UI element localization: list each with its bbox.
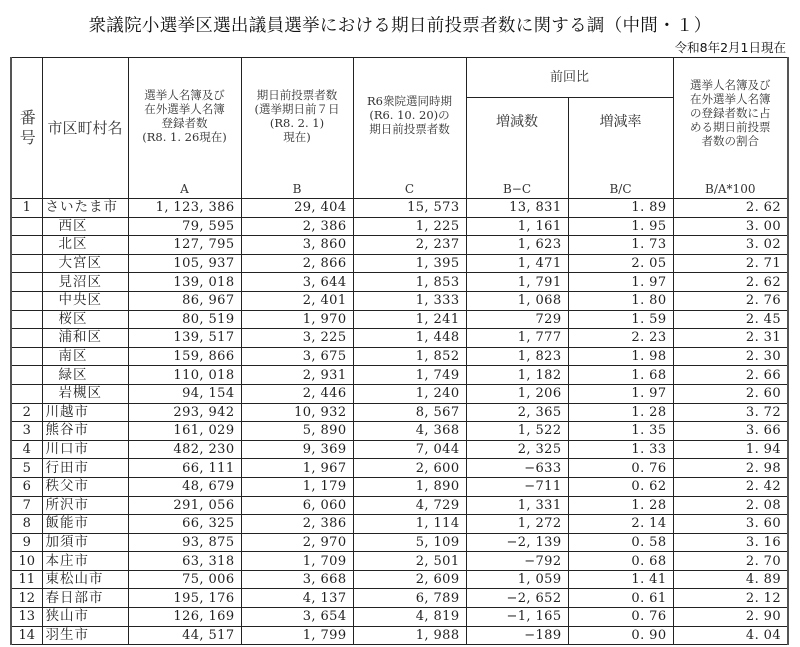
change-rate-cell: 0. 58 — [568, 533, 673, 552]
early-voting-ratio-cell: 2. 62 — [673, 273, 788, 292]
row-number-cell: 10 — [11, 552, 42, 571]
header-col-ratio-text — [674, 78, 788, 148]
row-number-cell: 2 — [11, 403, 42, 422]
change-rate-cell: 1. 95 — [568, 217, 673, 236]
change-count-cell: 13, 831 — [466, 199, 568, 218]
table-row — [11, 236, 788, 255]
change-rate-cell: 1. 28 — [568, 403, 673, 422]
change-rate-cell: 0. 61 — [568, 589, 673, 608]
registered-voters-cell: 66, 325 — [128, 515, 241, 534]
row-number-cell: 1 — [11, 199, 42, 218]
row-number-cell — [11, 384, 42, 403]
early-voting-ratio-cell: 2. 12 — [673, 589, 788, 608]
table-row — [11, 254, 788, 273]
registered-voters-cell: 66, 111 — [128, 459, 241, 478]
change-count-cell: −711 — [466, 477, 568, 496]
row-number-cell: 14 — [11, 626, 42, 645]
header-municipality: 市区町村名 — [42, 58, 128, 199]
change-count-cell: 1, 331 — [466, 496, 568, 515]
change-rate-cell: 0. 68 — [568, 552, 673, 571]
municipality-name-cell: 西区 — [42, 217, 128, 236]
header-line: (R8. 2. 1) — [269, 116, 325, 130]
change-count-cell: 1, 623 — [466, 236, 568, 255]
registered-voters-cell: 159, 866 — [128, 347, 241, 366]
change-count-cell: 1, 068 — [466, 291, 568, 310]
table-row — [11, 199, 788, 218]
previous-early-voters-cell: 1, 853 — [353, 273, 466, 292]
municipality-name-cell: 浦和区 — [42, 329, 128, 348]
previous-early-voters-cell: 1, 448 — [353, 329, 466, 348]
change-count-cell: −2, 139 — [466, 533, 568, 552]
municipality-name-cell: 南区 — [42, 347, 128, 366]
change-rate-cell: 1. 97 — [568, 384, 673, 403]
previous-early-voters-cell: 2, 609 — [353, 570, 466, 589]
early-voters-cell: 2, 931 — [241, 366, 353, 385]
registered-voters-cell: 293, 942 — [128, 403, 241, 422]
municipality-name-cell: 秩父市 — [42, 477, 128, 496]
municipality-name-cell: 中央区 — [42, 291, 128, 310]
header-line: 期日前投票者数 — [256, 88, 338, 102]
registered-voters-cell: 44, 517 — [128, 626, 241, 645]
header-col-b — [241, 58, 353, 199]
row-number-cell: 7 — [11, 496, 42, 515]
change-rate-cell: 1. 28 — [568, 496, 673, 515]
municipality-name-cell: 大宮区 — [42, 254, 128, 273]
header-number — [11, 58, 42, 199]
early-voters-cell: 3, 860 — [241, 236, 353, 255]
change-rate-cell: 0. 62 — [568, 477, 673, 496]
table-row — [11, 459, 788, 478]
early-voters-cell: 6, 060 — [241, 496, 353, 515]
header-col-a-text — [129, 88, 241, 144]
early-voting-ratio-cell: 3. 16 — [673, 533, 788, 552]
early-voters-cell: 9, 369 — [241, 440, 353, 459]
row-number-cell: 5 — [11, 459, 42, 478]
header-group-previous-comparison: 前回比 — [466, 58, 673, 98]
header-number-label: 番号 — [19, 108, 36, 147]
previous-early-voters-cell: 1, 240 — [353, 384, 466, 403]
header-col-ratio-letter: B/A*100 — [705, 182, 756, 196]
previous-early-voters-cell: 1, 333 — [353, 291, 466, 310]
early-voting-ratio-cell: 2. 98 — [673, 459, 788, 478]
row-number-cell — [11, 366, 42, 385]
early-voting-ratio-cell: 3. 66 — [673, 422, 788, 441]
table-row — [11, 384, 788, 403]
header-line: (R6. 10. 20)の — [369, 108, 450, 122]
early-voters-cell: 1, 799 — [241, 626, 353, 645]
previous-early-voters-cell: 6, 789 — [353, 589, 466, 608]
table-row — [11, 533, 788, 552]
municipality-name-cell: 所沢市 — [42, 496, 128, 515]
early-voting-ratio-cell: 2. 62 — [673, 199, 788, 218]
registered-voters-cell: 291, 056 — [128, 496, 241, 515]
row-number-cell: 11 — [11, 570, 42, 589]
table-row — [11, 515, 788, 534]
change-count-cell: 1, 206 — [466, 384, 568, 403]
change-count-cell: −189 — [466, 626, 568, 645]
change-rate-cell: 1. 35 — [568, 422, 673, 441]
early-voting-ratio-cell: 2. 60 — [673, 384, 788, 403]
change-count-cell: 1, 272 — [466, 515, 568, 534]
registered-voters-cell: 80, 519 — [128, 310, 241, 329]
registered-voters-cell: 48, 679 — [128, 477, 241, 496]
previous-early-voters-cell: 5, 109 — [353, 533, 466, 552]
header-col-diff-letter: B−C — [502, 182, 532, 196]
change-rate-cell: 1. 73 — [568, 236, 673, 255]
table-row — [11, 329, 788, 348]
municipality-name-cell: さいたま市 — [42, 199, 128, 218]
municipality-name-cell: 狭山市 — [42, 608, 128, 627]
header-col-diff-text: 増減数 — [496, 114, 538, 130]
early-voters-cell: 5, 890 — [241, 422, 353, 441]
change-count-cell: −1, 165 — [466, 608, 568, 627]
early-voting-ratio-cell: 2. 08 — [673, 496, 788, 515]
header-col-rate-text: 増減率 — [599, 114, 642, 130]
row-number-cell — [11, 347, 42, 366]
municipality-name-cell: 飯能市 — [42, 515, 128, 534]
municipality-name-cell: 岩槻区 — [42, 384, 128, 403]
change-count-cell: 2, 365 — [466, 403, 568, 422]
change-count-cell: −633 — [466, 459, 568, 478]
change-rate-cell: 2. 05 — [568, 254, 673, 273]
early-voters-cell: 1, 970 — [241, 310, 353, 329]
registered-voters-cell: 482, 230 — [128, 440, 241, 459]
previous-early-voters-cell: 7, 044 — [353, 440, 466, 459]
early-voting-ratio-cell: 4. 04 — [673, 626, 788, 645]
table-row — [11, 310, 788, 329]
previous-early-voters-cell: 1, 852 — [353, 347, 466, 366]
municipality-name-cell: 緑区 — [42, 366, 128, 385]
registered-voters-cell: 195, 176 — [128, 589, 241, 608]
change-rate-cell: 1. 80 — [568, 291, 673, 310]
municipality-name-cell: 熊谷市 — [42, 422, 128, 441]
header-line: 在外選挙人名簿 — [144, 102, 225, 116]
registered-voters-cell: 139, 517 — [128, 329, 241, 348]
row-number-cell — [11, 273, 42, 292]
table-row — [11, 496, 788, 515]
previous-early-voters-cell: 2, 237 — [353, 236, 466, 255]
row-number-cell: 6 — [11, 477, 42, 496]
municipality-name-cell: 本庄市 — [42, 552, 128, 571]
row-number-cell — [11, 254, 42, 273]
previous-early-voters-cell: 2, 501 — [353, 552, 466, 571]
document-title: 衆議院小選挙区選出議員選挙における期日前投票者数に関する調（中間・１） — [88, 16, 712, 36]
early-voters-cell: 2, 970 — [241, 533, 353, 552]
row-number-cell — [11, 236, 42, 255]
change-count-cell: 1, 471 — [466, 254, 568, 273]
municipality-name-cell: 羽生市 — [42, 626, 128, 645]
row-number-cell: 4 — [11, 440, 42, 459]
early-voters-cell: 10, 932 — [241, 403, 353, 422]
early-voting-ratio-cell: 2. 90 — [673, 608, 788, 627]
registered-voters-cell: 63, 318 — [128, 552, 241, 571]
early-voting-ratio-cell: 2. 70 — [673, 552, 788, 571]
early-voters-cell: 3, 225 — [241, 329, 353, 348]
early-voting-ratio-cell: 2. 76 — [673, 291, 788, 310]
change-rate-cell: 1. 41 — [568, 570, 673, 589]
previous-early-voters-cell: 1, 988 — [353, 626, 466, 645]
table-row — [11, 608, 788, 627]
early-voting-ratio-cell: 1. 94 — [673, 440, 788, 459]
municipality-name-cell: 見沼区 — [42, 273, 128, 292]
municipality-name-cell: 行田市 — [42, 459, 128, 478]
header-line: める期日前投票 — [690, 120, 771, 134]
change-rate-cell: 1. 98 — [568, 347, 673, 366]
municipality-name-cell: 東松山市 — [42, 570, 128, 589]
early-voters-cell: 2, 401 — [241, 291, 353, 310]
early-voting-ratio-cell: 2. 66 — [673, 366, 788, 385]
registered-voters-cell: 94, 154 — [128, 384, 241, 403]
early-voters-cell: 3, 675 — [241, 347, 353, 366]
change-rate-cell: 1. 59 — [568, 310, 673, 329]
row-number-cell: 3 — [11, 422, 42, 441]
early-voting-ratio-cell: 2. 71 — [673, 254, 788, 273]
header-col-c — [353, 58, 466, 199]
table-row — [11, 570, 788, 589]
table-row — [11, 422, 788, 441]
change-count-cell: 1, 059 — [466, 570, 568, 589]
registered-voters-cell: 139, 018 — [128, 273, 241, 292]
municipality-name-cell: 桜区 — [42, 310, 128, 329]
header-line: R6衆院選同時期 — [367, 94, 452, 108]
row-number-cell: 12 — [11, 589, 42, 608]
change-count-cell: −792 — [466, 552, 568, 571]
municipality-name-cell: 加須市 — [42, 533, 128, 552]
registered-voters-cell: 75, 006 — [128, 570, 241, 589]
previous-early-voters-cell: 4, 368 — [353, 422, 466, 441]
change-count-cell: 1, 823 — [466, 347, 568, 366]
table-row — [11, 366, 788, 385]
early-voters-cell: 1, 179 — [241, 477, 353, 496]
previous-early-voters-cell: 1, 395 — [353, 254, 466, 273]
header-col-rate-letter: B/C — [609, 182, 632, 196]
header-col-ratio — [673, 58, 788, 199]
change-rate-cell: 1. 33 — [568, 440, 673, 459]
registered-voters-cell: 126, 169 — [128, 608, 241, 627]
previous-early-voters-cell: 1, 241 — [353, 310, 466, 329]
early-voters-cell: 2, 866 — [241, 254, 353, 273]
registered-voters-cell: 161, 029 — [128, 422, 241, 441]
header-col-b-text — [242, 88, 353, 144]
previous-early-voters-cell: 8, 567 — [353, 403, 466, 422]
header-line: 者数の割合 — [701, 134, 759, 148]
early-voting-ratio-cell: 4. 89 — [673, 570, 788, 589]
early-voters-cell: 3, 668 — [241, 570, 353, 589]
header-col-c-letter: C — [404, 182, 415, 196]
table-row — [11, 273, 788, 292]
header-line: の登録者数に占 — [690, 106, 771, 120]
table-row — [11, 347, 788, 366]
early-voters-cell: 29, 404 — [241, 199, 353, 218]
registered-voters-cell: 93, 875 — [128, 533, 241, 552]
row-number-cell: 9 — [11, 533, 42, 552]
previous-early-voters-cell: 1, 114 — [353, 515, 466, 534]
row-number-cell: 8 — [11, 515, 42, 534]
table-row — [11, 403, 788, 422]
row-number-cell — [11, 310, 42, 329]
municipality-name-cell: 川越市 — [42, 403, 128, 422]
table-body — [11, 199, 788, 645]
early-voters-cell: 2, 446 — [241, 384, 353, 403]
previous-early-voters-cell: 1, 225 — [353, 217, 466, 236]
early-voters-cell: 1, 709 — [241, 552, 353, 571]
table-row — [11, 217, 788, 236]
early-voters-cell: 2, 386 — [241, 515, 353, 534]
table-row — [11, 589, 788, 608]
change-rate-cell: 1. 68 — [568, 366, 673, 385]
table-row — [11, 552, 788, 571]
header-line: 選挙人名簿及び — [144, 88, 225, 102]
row-number-cell — [11, 217, 42, 236]
row-number-cell — [11, 291, 42, 310]
header-line: (R8. 1. 26現在) — [142, 130, 227, 144]
early-voters-cell: 1, 967 — [241, 459, 353, 478]
registered-voters-cell: 79, 595 — [128, 217, 241, 236]
early-voting-ratio-cell: 2. 42 — [673, 477, 788, 496]
table-row — [11, 477, 788, 496]
municipality-name-cell: 春日部市 — [42, 589, 128, 608]
early-voters-cell: 3, 644 — [241, 273, 353, 292]
change-rate-cell: 0. 90 — [568, 626, 673, 645]
header-col-c-text — [354, 94, 466, 136]
previous-early-voters-cell: 15, 573 — [353, 199, 466, 218]
municipality-name-cell: 川口市 — [42, 440, 128, 459]
header-line: 選挙人名簿及び — [690, 78, 771, 92]
as-of-date: 令和8年2月1日現在 — [674, 40, 786, 55]
municipality-name-cell: 北区 — [42, 236, 128, 255]
table-row — [11, 440, 788, 459]
change-rate-cell: 1. 89 — [568, 199, 673, 218]
change-rate-cell: 0. 76 — [568, 608, 673, 627]
early-voters-cell: 2, 386 — [241, 217, 353, 236]
row-number-cell: 13 — [11, 608, 42, 627]
registered-voters-cell: 105, 937 — [128, 254, 241, 273]
early-voting-ratio-cell: 3. 02 — [673, 236, 788, 255]
previous-early-voters-cell: 2, 600 — [353, 459, 466, 478]
early-voting-ratio-cell: 3. 60 — [673, 515, 788, 534]
early-voting-ratio-cell: 2. 45 — [673, 310, 788, 329]
header-col-a-letter: A — [180, 182, 189, 196]
row-number-cell — [11, 329, 42, 348]
early-voting-ratio-cell: 2. 31 — [673, 329, 788, 348]
previous-early-voters-cell: 4, 729 — [353, 496, 466, 515]
header-line: 現在) — [283, 130, 311, 144]
change-count-cell: 1, 791 — [466, 273, 568, 292]
change-count-cell: 1, 182 — [466, 366, 568, 385]
change-rate-cell: 1. 97 — [568, 273, 673, 292]
header-col-rate — [568, 98, 673, 199]
early-voting-ratio-cell: 3. 00 — [673, 217, 788, 236]
header-col-b-letter: B — [292, 182, 302, 196]
header-line: 期日前投票者数 — [369, 122, 450, 136]
change-count-cell: 1, 777 — [466, 329, 568, 348]
table-row — [11, 291, 788, 310]
header-col-diff — [466, 98, 568, 199]
early-voters-cell: 4, 137 — [241, 589, 353, 608]
change-count-cell: 2, 325 — [466, 440, 568, 459]
change-rate-cell: 0. 76 — [568, 459, 673, 478]
header-line: (選挙期日前７日 — [254, 102, 340, 116]
early-voters-cell: 3, 654 — [241, 608, 353, 627]
previous-early-voters-cell: 1, 749 — [353, 366, 466, 385]
previous-early-voters-cell: 1, 890 — [353, 477, 466, 496]
previous-early-voters-cell: 4, 819 — [353, 608, 466, 627]
early-voting-ratio-cell: 3. 72 — [673, 403, 788, 422]
change-rate-cell: 2. 14 — [568, 515, 673, 534]
header-line: 登録者数 — [161, 116, 208, 130]
header-col-a — [128, 58, 241, 199]
registered-voters-cell: 110, 018 — [128, 366, 241, 385]
change-count-cell: −2, 652 — [466, 589, 568, 608]
header-line: 在外選挙人名簿 — [690, 92, 771, 106]
registered-voters-cell: 127, 795 — [128, 236, 241, 255]
change-rate-cell: 2. 23 — [568, 329, 673, 348]
change-count-cell: 729 — [466, 310, 568, 329]
change-count-cell: 1, 522 — [466, 422, 568, 441]
table-row — [11, 626, 788, 645]
early-voting-ratio-cell: 2. 30 — [673, 347, 788, 366]
registered-voters-cell: 86, 967 — [128, 291, 241, 310]
change-count-cell: 1, 161 — [466, 217, 568, 236]
registered-voters-cell: 1, 123, 386 — [128, 199, 241, 218]
early-voting-table — [10, 57, 789, 645]
